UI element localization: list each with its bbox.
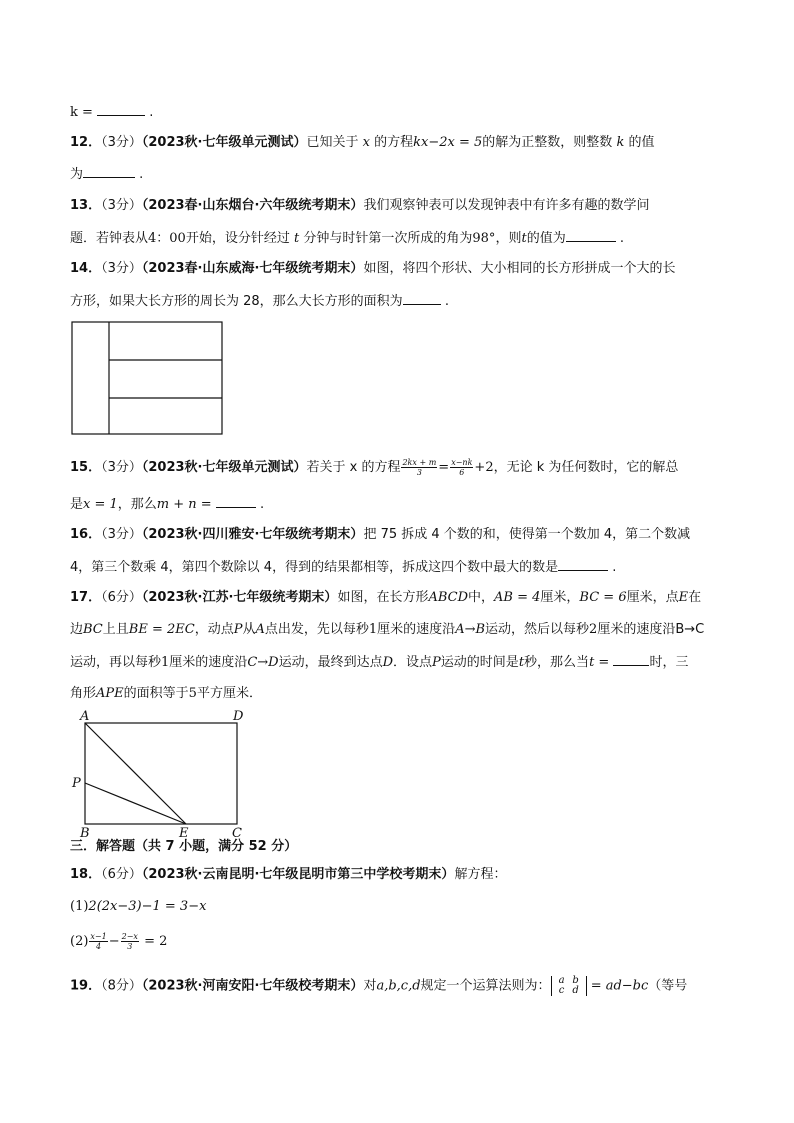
q15-text: ，那么 bbox=[117, 497, 157, 512]
q14-end: . bbox=[444, 294, 449, 309]
q12-text: 的方程 bbox=[374, 135, 414, 150]
q13-var-t: t bbox=[521, 231, 527, 246]
q17-text: 的面积等于 bbox=[123, 686, 189, 701]
q12-number: 12． bbox=[70, 135, 102, 150]
q12-line2 bbox=[70, 165, 143, 184]
q17-text: 运动，再以每秒 bbox=[70, 655, 162, 670]
q17-label-b: B bbox=[80, 826, 90, 840]
q12-line1 bbox=[70, 134, 655, 152]
q14-line2 bbox=[70, 292, 449, 311]
q12-var-k: k bbox=[616, 135, 625, 150]
q17-text: 中， bbox=[468, 590, 495, 605]
q19-score: （8分） bbox=[101, 978, 142, 994]
q19-text: 规定一个运算法则为： bbox=[420, 978, 551, 994]
q17-t: t bbox=[518, 655, 525, 670]
q17-five: 5 bbox=[188, 686, 197, 701]
q19-det-b: b bbox=[572, 975, 579, 986]
q12-var-x: x bbox=[362, 135, 370, 150]
q17-text: 角形 bbox=[70, 686, 97, 701]
section-3-title: 三．解答题（共 7 小题，满分 52 分） bbox=[70, 839, 298, 854]
q17-line3 bbox=[70, 653, 688, 672]
q13-text: 我们观察钟表可以发现钟表中有许多有趣的数学问 bbox=[363, 198, 650, 213]
q16-source: （2023秋·四川雅安·七年级统考期末） bbox=[141, 527, 364, 542]
q18-part1 bbox=[70, 898, 206, 916]
q18-part2 bbox=[70, 932, 167, 951]
q18-score: （6分） bbox=[101, 867, 142, 882]
q14-score: （3分） bbox=[101, 261, 142, 276]
q17-ab: AB = 4 bbox=[494, 590, 541, 605]
q17-bc: BC = 6 bbox=[579, 590, 627, 605]
q17-one: 1 bbox=[161, 655, 170, 670]
q14-text: 方形，如果大长方形的周长为 28，那么大长方形的面积为 bbox=[70, 294, 403, 309]
q17-text: 运动，最终到达点 bbox=[278, 655, 383, 670]
q19-source: （2023秋·河南安阳·七年级校考期末） bbox=[141, 978, 364, 994]
q14-source: （2023春·山东威海·七年级统考期末） bbox=[141, 261, 364, 276]
q17-line1 bbox=[70, 589, 701, 607]
q13-angle: 98° bbox=[472, 231, 496, 246]
q12-text: 的解为正整数，则整数 bbox=[482, 135, 613, 150]
q17-text: 从 bbox=[242, 622, 256, 637]
q16-line1 bbox=[70, 526, 690, 544]
q17-score: （6分） bbox=[101, 590, 142, 605]
q17-p: P bbox=[432, 655, 441, 670]
q17-text: 如图，在长方形 bbox=[337, 590, 429, 605]
q11-end: . bbox=[149, 105, 154, 120]
q17-d: D bbox=[382, 655, 394, 670]
q19-det-a: a bbox=[558, 975, 565, 986]
q19-vars: a,b,c,d bbox=[376, 978, 421, 994]
q18-frac-2 bbox=[121, 932, 139, 951]
q15-fraction-1 bbox=[401, 458, 437, 477]
q13-text: 的值为 bbox=[526, 231, 566, 246]
q17-text: 运动的时间是 bbox=[440, 655, 519, 670]
q15-source: （2023秋·七年级单元测试） bbox=[141, 460, 307, 475]
q11-tail-line bbox=[70, 103, 153, 122]
q17-text: 厘米，点 bbox=[626, 590, 679, 605]
q15-blank bbox=[216, 495, 256, 508]
q17-atob: A→B bbox=[455, 622, 486, 637]
q18-line1 bbox=[70, 866, 506, 884]
q14-line1 bbox=[70, 260, 675, 278]
q19-number: 19． bbox=[70, 978, 102, 994]
q17-text: 在 bbox=[688, 590, 702, 605]
q17-label-p: P bbox=[72, 776, 81, 791]
q18-frac2-num: 2−x bbox=[121, 932, 138, 941]
q17-line4 bbox=[70, 685, 262, 703]
q15-line1 bbox=[70, 458, 678, 477]
q16-blank bbox=[558, 558, 608, 571]
q17-source: （2023秋·江苏·七年级统考期末） bbox=[141, 590, 338, 605]
q16-text: 4，第三个数乘 4，第四个数除以 4，得到的结果都相等，拆成这四个数中最大的数是 bbox=[70, 560, 559, 575]
q12-text: 的值 bbox=[628, 135, 655, 150]
q15-fraction-2 bbox=[450, 458, 473, 477]
q18-minus: − bbox=[108, 934, 120, 949]
q11-blank bbox=[97, 103, 145, 116]
q17-a: A bbox=[255, 622, 265, 637]
q15-number: 15． bbox=[70, 460, 102, 475]
q17-p: P bbox=[233, 622, 243, 637]
q16-score: （3分） bbox=[101, 527, 142, 542]
q17-label-c: C bbox=[232, 826, 242, 840]
q15-expression: m + n = bbox=[156, 497, 212, 512]
q18-part1-label: (1) bbox=[70, 899, 89, 914]
q12-score: （3分） bbox=[101, 135, 142, 150]
q19-text: （等号 bbox=[648, 978, 688, 994]
q18-part2-label: (2) bbox=[70, 934, 89, 949]
q14-blank bbox=[403, 292, 441, 305]
q12-source: （2023秋·七年级单元测试） bbox=[141, 135, 307, 150]
q17-text: 厘米的速度沿 bbox=[377, 622, 456, 637]
q12-end: . bbox=[139, 167, 144, 182]
q15-line2 bbox=[70, 495, 264, 514]
q19-line1 bbox=[70, 976, 687, 996]
q18-frac1-num: x−1 bbox=[90, 932, 107, 941]
q16-text: 把 75 拆成 4 个数的和，使得第一个数加 4，第二个数减 bbox=[363, 527, 691, 542]
q13-text: ，则 bbox=[495, 231, 522, 246]
q17-text: 厘米， bbox=[540, 590, 580, 605]
q16-number: 16． bbox=[70, 527, 102, 542]
q13-var-t: t bbox=[294, 231, 300, 246]
q15-frac1-den: 3 bbox=[416, 468, 422, 477]
q18-frac1-den: 4 bbox=[96, 942, 102, 951]
q14-figure bbox=[71, 321, 225, 437]
q11-k: k = bbox=[70, 105, 93, 120]
q13-blank bbox=[566, 229, 616, 242]
q17-abcd: ABCD bbox=[428, 590, 469, 605]
q17-text: 运动，然后以每秒 bbox=[485, 622, 590, 637]
q17-label-a: A bbox=[80, 709, 90, 724]
q17-label-e: E bbox=[179, 826, 189, 840]
q18-text: 解方程： bbox=[454, 867, 507, 882]
q12-text: 为 bbox=[70, 167, 84, 182]
q15-equals: = bbox=[438, 460, 450, 475]
q18-rhs: = 2 bbox=[144, 934, 168, 949]
q15-end: . bbox=[259, 497, 265, 512]
q19-det-d: d bbox=[572, 985, 579, 996]
q17-label-d: D bbox=[233, 709, 244, 724]
q17-blank bbox=[613, 653, 649, 666]
q17-be: BE = 2EC bbox=[128, 622, 195, 637]
q13-time: 4：00 bbox=[148, 231, 186, 246]
q13-line2 bbox=[70, 229, 624, 248]
q17-text: 秒，那么当 bbox=[524, 655, 590, 670]
q17-e: E bbox=[678, 590, 689, 605]
q17-figure bbox=[70, 706, 260, 840]
q17-text: 厘米的速度沿 bbox=[169, 655, 248, 670]
q17-text: ．设点 bbox=[393, 655, 433, 670]
q17-segment-pe bbox=[85, 783, 186, 824]
q17-text: 厘米的速度沿B→C bbox=[597, 622, 705, 637]
q15-score: （3分） bbox=[101, 460, 142, 475]
q13-line1 bbox=[70, 197, 649, 215]
q17-one: 1 bbox=[368, 622, 378, 637]
q13-text: 开始，设分针经过 bbox=[185, 231, 290, 246]
q19-rhs: = ad−bc bbox=[590, 978, 649, 994]
q19-text: 对 bbox=[363, 978, 377, 994]
q15-text: 若关于 x 的方程 bbox=[306, 460, 401, 475]
q15-frac2-num: x−nk bbox=[451, 458, 473, 467]
q17-bc: BC bbox=[83, 622, 103, 637]
q17-text: ，动点 bbox=[194, 622, 234, 637]
q16-end: . bbox=[612, 560, 617, 575]
q17-segment-ae bbox=[85, 723, 186, 824]
q18-frac2-den: 3 bbox=[127, 942, 133, 951]
q17-text: 边 bbox=[70, 622, 84, 637]
q16-line2 bbox=[70, 558, 616, 577]
q19-determinant bbox=[551, 976, 587, 996]
q12-equation: kx−2x = 5 bbox=[413, 135, 483, 150]
q18-number: 18． bbox=[70, 867, 102, 882]
q17-ape: APE bbox=[96, 686, 124, 701]
q17-text: 点出发，先以每秒 bbox=[264, 622, 369, 637]
q13-score: （3分） bbox=[101, 198, 142, 213]
q17-text: 平方厘米． bbox=[196, 686, 262, 701]
q18-part1-equation: 2(2x−3)−1 = 3−x bbox=[88, 899, 207, 914]
q18-frac-1 bbox=[89, 932, 107, 951]
q13-source: （2023春·山东烟台·六年级统考期末） bbox=[141, 198, 364, 213]
q12-blank bbox=[83, 165, 135, 178]
q17-number: 17． bbox=[70, 590, 102, 605]
q17-ctod: C→D bbox=[247, 655, 279, 670]
q13-text: 分钟与时针第一次所成的角为 bbox=[303, 231, 473, 246]
q17-text: 时，三 bbox=[649, 655, 689, 670]
q14-outer-rect bbox=[72, 322, 222, 434]
q13-number: 13． bbox=[70, 198, 102, 213]
q12-text: 已知关于 bbox=[306, 135, 359, 150]
q15-solution: x = 1 bbox=[83, 497, 118, 512]
q15-text: ，无论 k 为任何数时，它的解总 bbox=[493, 460, 679, 475]
q17-text: 上且 bbox=[102, 622, 129, 637]
q15-text: 是 bbox=[70, 497, 84, 512]
q17-rectangle bbox=[85, 723, 237, 824]
q17-teq: t = bbox=[589, 655, 610, 670]
q17-line2 bbox=[70, 621, 704, 639]
q13-end: . bbox=[619, 231, 624, 246]
q17-two: 2 bbox=[589, 622, 598, 637]
q15-frac2-den: 6 bbox=[459, 468, 465, 477]
q19-det-c: c bbox=[558, 985, 565, 996]
q15-frac1-num: 2kx + m bbox=[402, 458, 437, 467]
q15-plus: +2 bbox=[474, 460, 494, 475]
q18-source: （2023秋·云南昆明·七年级昆明市第三中学校考期末） bbox=[141, 867, 455, 882]
q14-text: 如图，将四个形状、大小相同的长方形拼成一个大的长 bbox=[363, 261, 676, 276]
q13-text: 题．若钟表从 bbox=[70, 231, 149, 246]
q14-number: 14． bbox=[70, 261, 102, 276]
